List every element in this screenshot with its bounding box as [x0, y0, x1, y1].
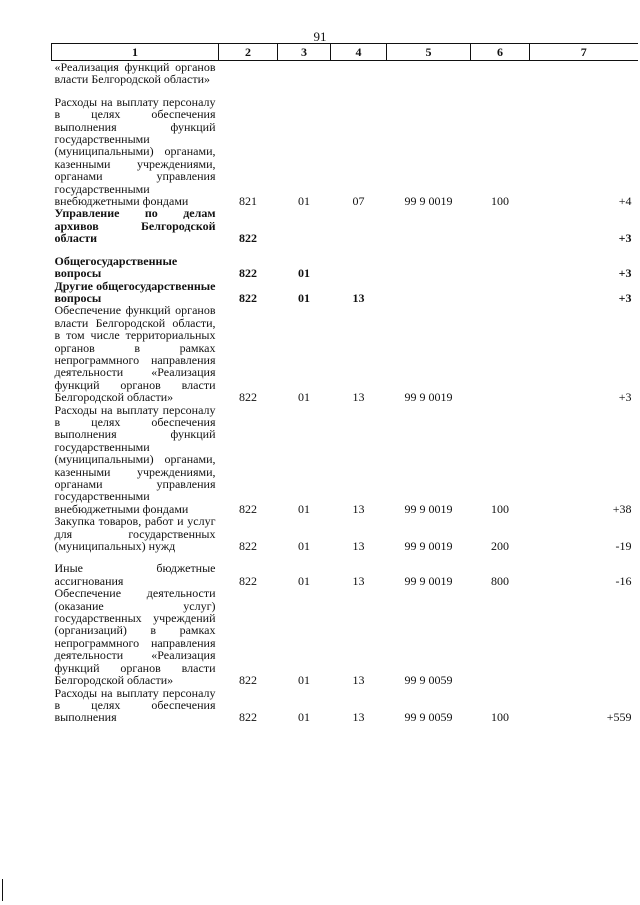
row-vr: 100 [491, 194, 509, 209]
row-csr [387, 280, 471, 305]
row-kvsr: 822 [239, 573, 257, 588]
row-vr: 100 [491, 710, 509, 725]
table-header [52, 44, 638, 61]
row-rz: 01 [298, 194, 310, 209]
row-amount: +559 [606, 710, 632, 725]
row-pr: 13 [352, 573, 365, 588]
row-kvsr: 822 [239, 710, 257, 725]
row-kvsr: 822 [239, 673, 257, 688]
row-amount [530, 61, 638, 86]
header-col-2: 2 [219, 44, 278, 61]
row-description: Иные бюджетные ассигнования [54, 561, 216, 588]
row-rz: 01 [298, 673, 310, 688]
row-vr: 100 [491, 501, 509, 516]
row-csr [387, 207, 471, 244]
row-csr: 99 9 0059 [404, 673, 453, 688]
row-pr [331, 207, 387, 244]
row-csr: 99 9 0019 [404, 194, 453, 209]
row-kvsr: 822 [239, 390, 257, 405]
row-rz: 01 [298, 290, 310, 305]
table-row [52, 245, 638, 280]
header-col-4: 4 [331, 44, 387, 61]
row-description: Общегосударственные вопросы [54, 253, 178, 281]
header-col-1: 1 [52, 44, 219, 61]
row-kvsr: 822 [239, 501, 257, 516]
row-vr [471, 61, 530, 86]
row-pr [331, 61, 387, 86]
row-vr [471, 587, 530, 686]
row-pr: 13 [352, 390, 365, 405]
header-col-3: 3 [278, 44, 331, 61]
row-amount: +3 [618, 266, 632, 281]
table-row [52, 61, 638, 86]
row-description: Расходы на выплату персоналу в целях обеспечения выполнения функций государственными (муниципальными) органами, казенными учреждениями, органами управления государственными внебюджетными фондами [54, 94, 216, 209]
row-description: Другие общегосударственные вопросы [54, 278, 216, 305]
row-csr: 99 9 0059 [404, 710, 453, 725]
row-vr [471, 304, 530, 403]
row-vr [471, 245, 530, 280]
row-description: Закупка товаров, работ и услуг для государственных (муниципальных) нужд [54, 514, 216, 554]
row-kvsr: 822 [239, 266, 257, 281]
row-amount: +3 [618, 231, 632, 246]
budget-table [51, 43, 638, 724]
table-row [52, 587, 638, 686]
row-description: Обеспечение функций органов власти Белгородской области, в том числе территориальных органов в рамках непрограммного направления деятельности «Реализация функций органов власти Белгородской области» [54, 303, 216, 405]
row-pr: 13 [352, 539, 365, 554]
row-csr: 99 9 0019 [404, 501, 453, 516]
row-pr: 13 [352, 501, 365, 516]
binding-edge-mark [2, 879, 3, 901]
row-csr: 99 9 0019 [404, 539, 453, 554]
row-rz: 01 [298, 710, 310, 725]
page-number: 91 [313, 29, 327, 44]
row-amount: -16 [615, 573, 632, 588]
row-pr: 07 [352, 194, 365, 209]
row-pr: 13 [352, 673, 365, 688]
row-rz [278, 61, 331, 86]
table-row [52, 687, 638, 724]
row-description: «Реализация функций органов власти Белгородской области» [54, 60, 216, 87]
row-rz: 01 [298, 501, 310, 516]
row-kvsr: 822 [239, 539, 257, 554]
row-pr: 13 [352, 290, 365, 305]
table-row [52, 304, 638, 403]
header-col-6: 6 [471, 44, 530, 61]
table-row [52, 280, 638, 305]
row-rz: 01 [298, 266, 310, 281]
row-amount: +4 [618, 194, 632, 209]
table-row [52, 515, 638, 552]
row-kvsr [219, 61, 278, 86]
row-vr [471, 207, 530, 244]
row-description: Расходы на выплату персоналу в целях обеспечения выполнения [54, 685, 216, 725]
row-csr [387, 245, 471, 280]
row-rz: 01 [298, 573, 310, 588]
row-csr: 99 9 0019 [404, 390, 453, 405]
table-body [52, 61, 638, 724]
row-pr: 13 [352, 710, 365, 725]
row-amount: +3 [618, 290, 632, 305]
table-row [52, 552, 638, 587]
row-description: Обеспечение деятельности (оказание услуг) государственных учреждений (организаций) в рамках непрограммного направления деятельности «Реализация функций органов власти Белгородской области» [54, 586, 216, 688]
header-col-5: 5 [387, 44, 471, 61]
row-vr: 200 [491, 539, 509, 554]
row-rz: 01 [298, 539, 310, 554]
row-kvsr: 822 [239, 231, 257, 246]
row-amount: +3 [618, 390, 632, 405]
row-kvsr: 821 [239, 194, 257, 209]
table-row [52, 404, 638, 516]
row-pr [331, 245, 387, 280]
row-amount [530, 587, 638, 686]
row-csr: 99 9 0019 [404, 573, 453, 588]
row-description: Расходы на выплату персоналу в целях обеспечения выполнения функций государственными (муниципальными) органами, казенными учреждениями, органами управления государственными внебюджетными фондами [54, 402, 216, 516]
row-vr: 800 [491, 573, 509, 588]
row-rz: 01 [298, 390, 310, 405]
table-row [52, 207, 638, 244]
row-amount: -19 [615, 539, 632, 554]
header-col-7: 7 [530, 44, 638, 61]
row-kvsr: 822 [239, 290, 257, 305]
table-row [52, 86, 638, 208]
row-rz [278, 207, 331, 244]
row-vr [471, 280, 530, 305]
row-description: Управление по делам архивов Белгородской области [54, 206, 216, 246]
row-amount: +38 [612, 501, 632, 516]
row-csr [387, 61, 471, 86]
